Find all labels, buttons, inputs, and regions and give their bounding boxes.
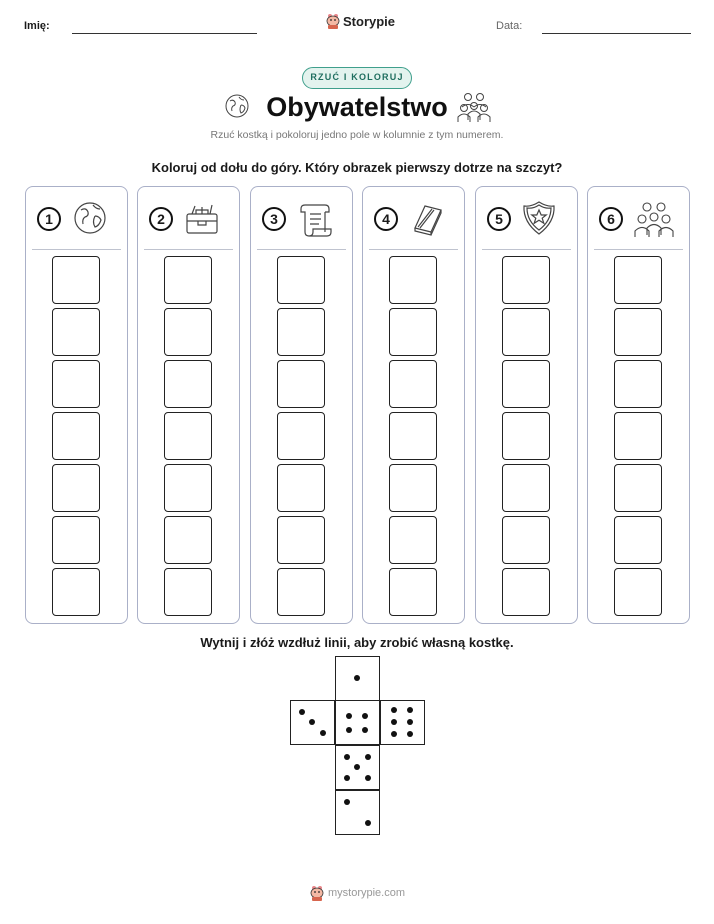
footer	[310, 885, 405, 901]
column-3	[250, 186, 353, 624]
color-cell[interactable]	[164, 256, 212, 304]
color-cell[interactable]	[614, 464, 662, 512]
page-title: Obywatelstwo	[266, 92, 448, 122]
column-divider	[369, 249, 458, 250]
toolbox-icon	[184, 200, 220, 241]
brand-logo	[326, 13, 395, 29]
column-divider	[594, 249, 683, 250]
dice-pip	[309, 719, 315, 725]
dice-pip	[391, 731, 397, 737]
column-divider	[257, 249, 346, 250]
dice-pip	[346, 713, 352, 719]
column-divider	[144, 249, 233, 250]
name-line	[72, 33, 257, 34]
storypie-logo-icon	[326, 13, 340, 29]
date-label: Data:	[496, 20, 523, 32]
color-cell[interactable]	[614, 256, 662, 304]
footer-url: mystorypie.com	[328, 887, 406, 899]
column-number: 4	[374, 207, 398, 231]
dice-face-5	[335, 745, 380, 790]
dice-face-2	[335, 790, 380, 835]
dice-face-4	[335, 700, 380, 745]
color-cell[interactable]	[389, 568, 437, 616]
column-divider	[32, 249, 121, 250]
color-cell[interactable]	[614, 412, 662, 460]
dice-pip	[407, 731, 413, 737]
color-cell[interactable]	[164, 516, 212, 564]
color-cell[interactable]	[389, 516, 437, 564]
color-cell[interactable]	[502, 568, 550, 616]
name-label: Imię:	[24, 20, 50, 32]
color-cell[interactable]	[389, 256, 437, 304]
color-cell[interactable]	[502, 308, 550, 356]
color-cell[interactable]	[277, 308, 325, 356]
color-cell[interactable]	[164, 308, 212, 356]
people-group-icon	[634, 200, 674, 243]
color-cell[interactable]	[52, 412, 100, 460]
dice-pip	[362, 713, 368, 719]
badge-shield-icon	[522, 200, 556, 241]
dice-pip	[365, 820, 371, 826]
dice-pip	[362, 727, 368, 733]
book-icon	[409, 200, 445, 241]
color-cell[interactable]	[502, 256, 550, 304]
column-1	[25, 186, 128, 624]
column-number: 6	[599, 207, 623, 231]
dice-pip	[344, 799, 350, 805]
color-cell[interactable]	[164, 464, 212, 512]
color-cell[interactable]	[502, 516, 550, 564]
instruction: Koloruj od dołu do góry. Który obrazek pierwszy dotrze na szczyt?	[151, 160, 563, 175]
color-cell[interactable]	[277, 568, 325, 616]
color-cell[interactable]	[164, 568, 212, 616]
dice-pip	[407, 707, 413, 713]
dice-face-1	[335, 656, 380, 701]
color-cell[interactable]	[52, 516, 100, 564]
people-group-icon	[457, 91, 491, 128]
dice-face-6	[380, 700, 425, 745]
column-number: 1	[37, 207, 61, 231]
column-number: 3	[262, 207, 286, 231]
column-4	[362, 186, 465, 624]
dice-pip	[391, 719, 397, 725]
dice-pip	[365, 775, 371, 781]
color-cell[interactable]	[277, 464, 325, 512]
color-cell[interactable]	[502, 464, 550, 512]
color-cell[interactable]	[389, 360, 437, 408]
subtitle: Rzuć kostką i pokoloruj jedno pole w kolumnie z tym numerem.	[210, 129, 504, 141]
dice-pip	[354, 675, 360, 681]
dice-pip	[365, 754, 371, 760]
column-number: 5	[487, 207, 511, 231]
color-cell[interactable]	[52, 360, 100, 408]
color-cell[interactable]	[614, 308, 662, 356]
color-cell[interactable]	[502, 360, 550, 408]
dice-pip	[320, 730, 326, 736]
color-cell[interactable]	[389, 412, 437, 460]
cut-instruction: Wytnij i złóż wzdłuż linii, aby zrobić własną kostkę.	[200, 635, 514, 650]
color-cell[interactable]	[52, 464, 100, 512]
column-2	[137, 186, 240, 624]
color-cell[interactable]	[502, 412, 550, 460]
color-cell[interactable]	[614, 360, 662, 408]
color-cell[interactable]	[164, 412, 212, 460]
color-cell[interactable]	[52, 256, 100, 304]
color-cell[interactable]	[277, 516, 325, 564]
color-cell[interactable]	[52, 568, 100, 616]
dice-pip	[346, 727, 352, 733]
dice-pip	[344, 775, 350, 781]
color-cell[interactable]	[389, 464, 437, 512]
activity-badge: RZUĆ I KOLORUJ	[302, 67, 412, 89]
color-cell[interactable]	[277, 412, 325, 460]
dice-pip	[344, 754, 350, 760]
color-cell[interactable]	[164, 360, 212, 408]
dice-pip	[354, 764, 360, 770]
column-divider	[482, 249, 571, 250]
color-cell[interactable]	[614, 568, 662, 616]
column-6	[587, 186, 690, 624]
column-number: 2	[149, 207, 173, 231]
brand-name: Storypie	[343, 13, 396, 29]
globe-icon	[72, 200, 108, 241]
date-line	[542, 33, 691, 34]
column-5	[475, 186, 578, 624]
dice-pip	[299, 709, 305, 715]
storypie-logo-icon	[310, 885, 324, 901]
color-cell[interactable]	[277, 360, 325, 408]
scroll-icon	[297, 200, 333, 243]
color-cell[interactable]	[277, 256, 325, 304]
dice-face-3	[290, 700, 335, 745]
color-cell[interactable]	[389, 308, 437, 356]
dice-pip	[407, 719, 413, 725]
dice-pip	[391, 707, 397, 713]
color-cell[interactable]	[52, 308, 100, 356]
color-cell[interactable]	[614, 516, 662, 564]
